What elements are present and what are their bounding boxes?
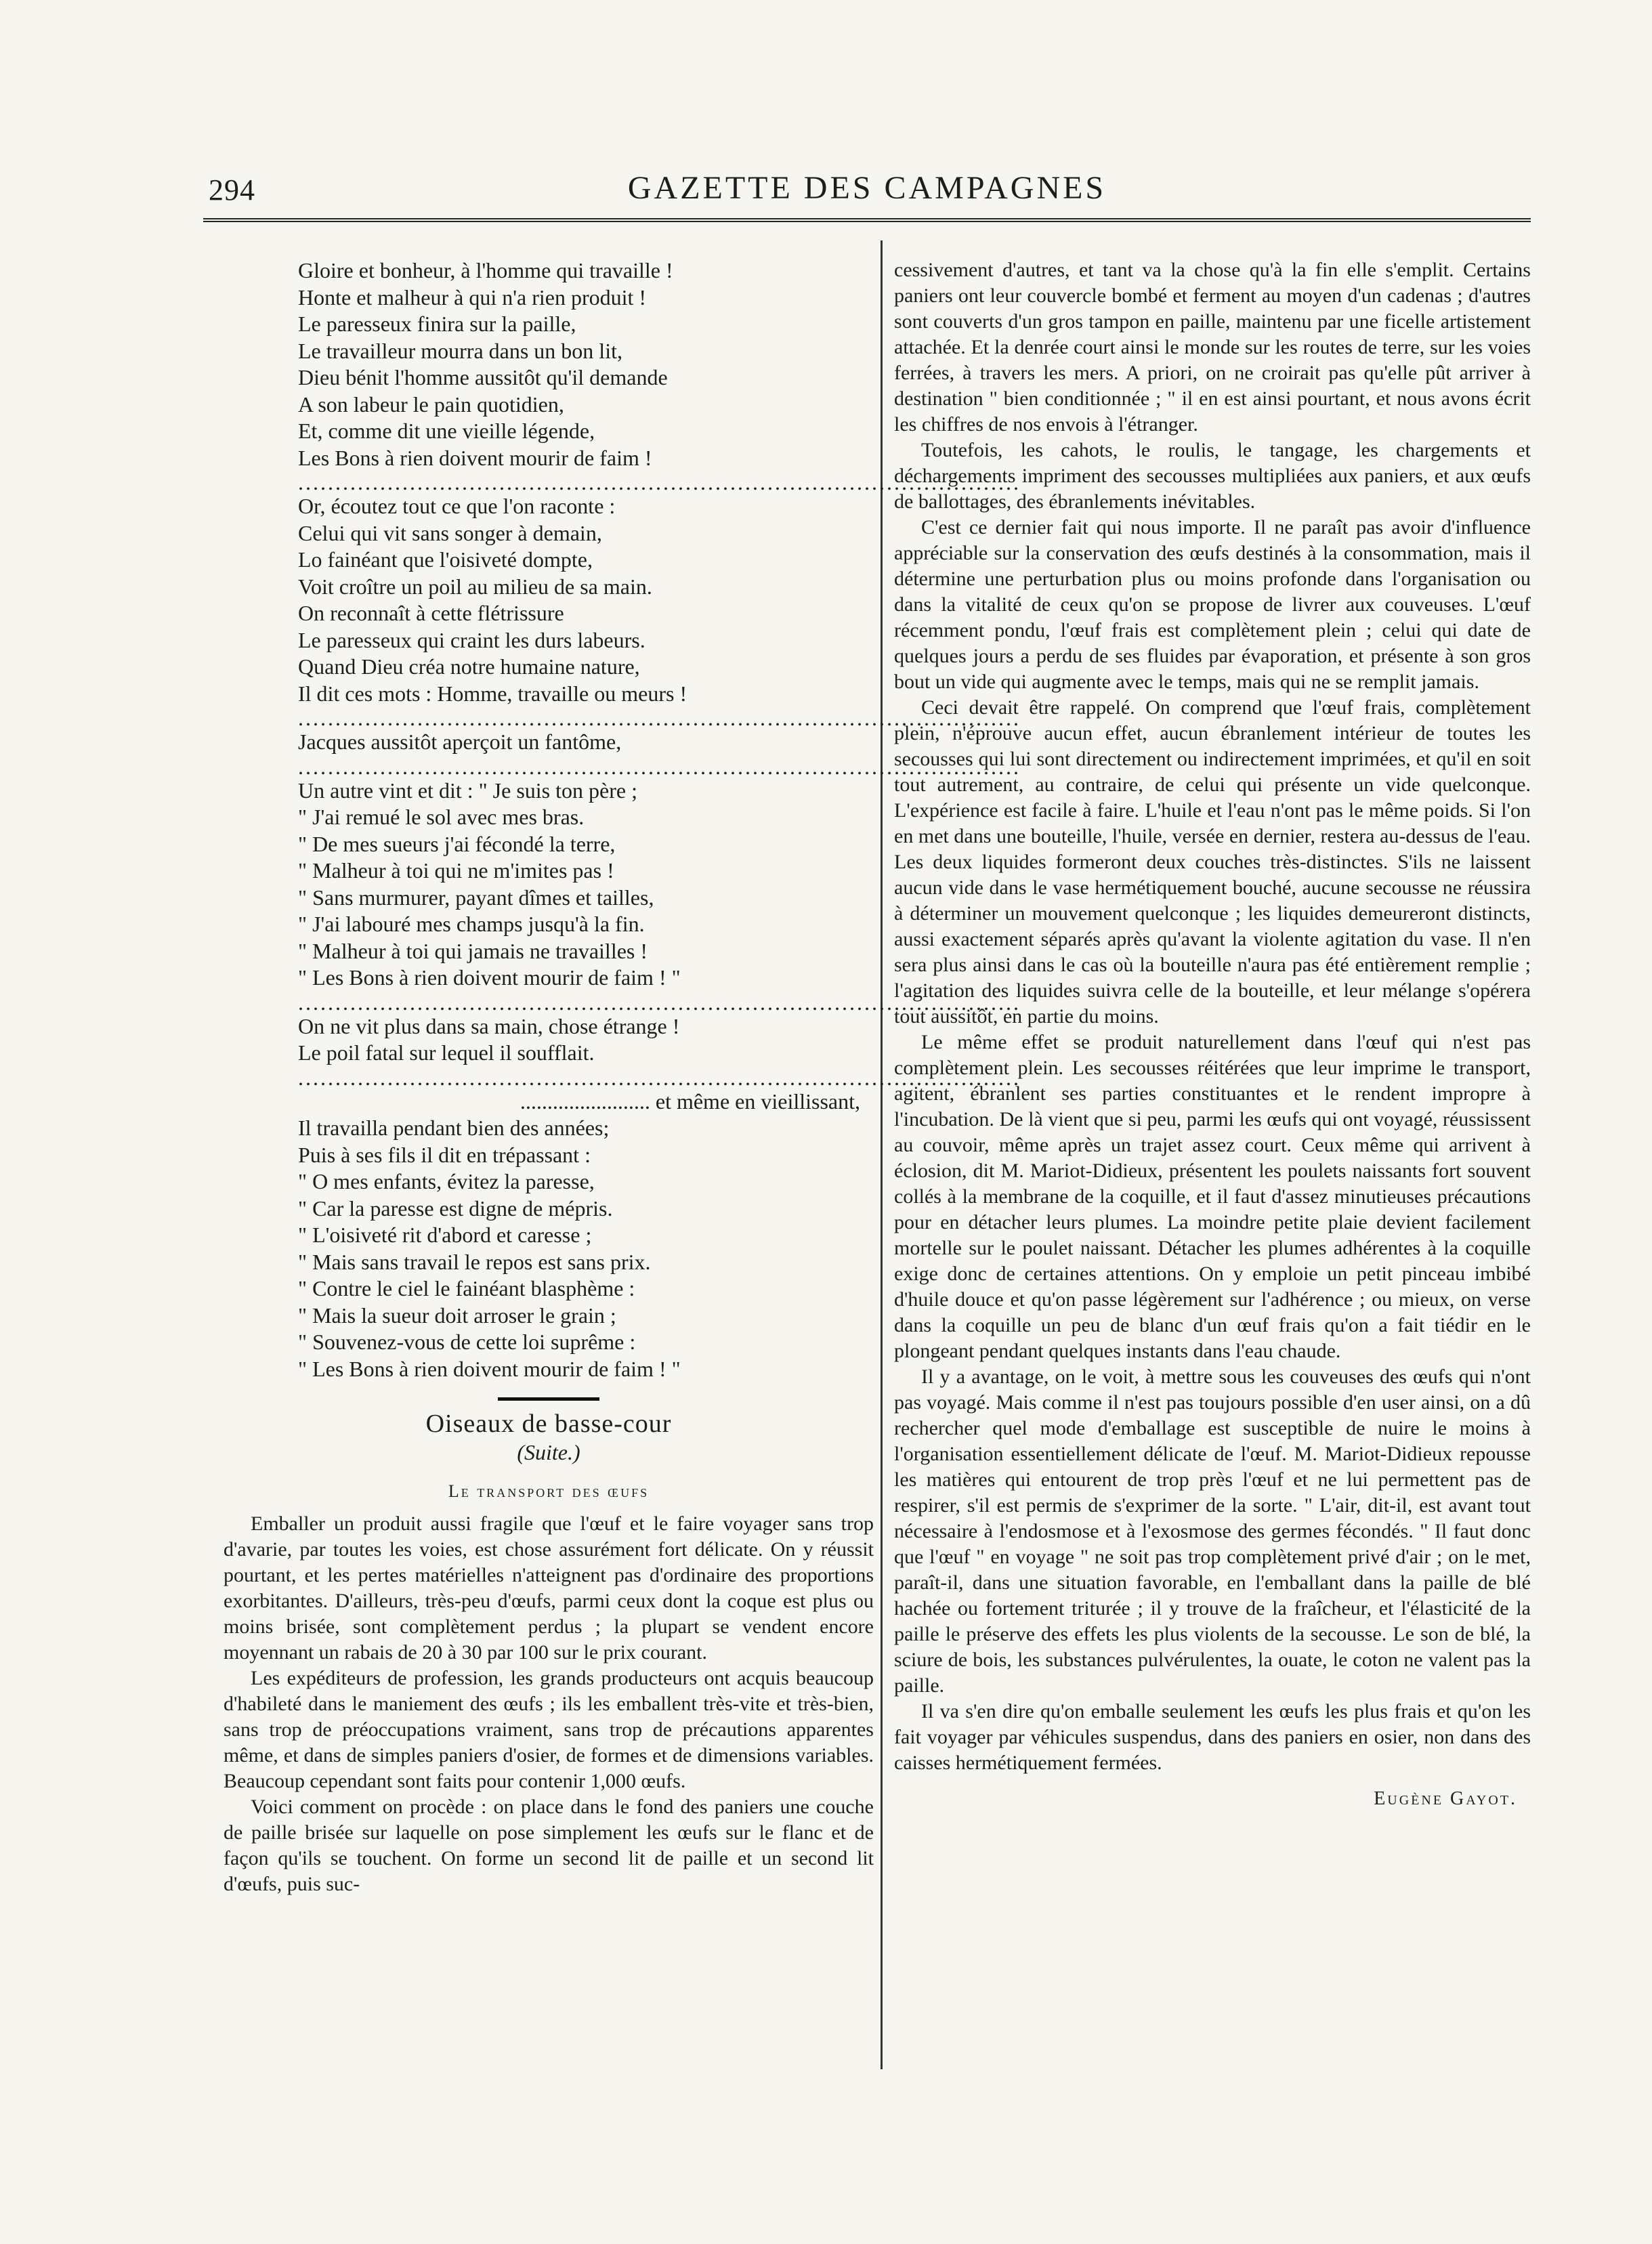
article-paragraph: Il y a avantage, on le voit, à mettre sous les couveuses des œufs qui n'ont pas voyagé. Mais comme il n'est pas toujours possible d'en user ainsi, on a dû rechercher quel mode d'emballage est susceptible de nuire le moins à l'organisation essentiellement délicate de l'œuf. M. Mariot-Didieux repousse les matières qui entourent de trop près l'œuf et ne lui permettent pas de respirer, s'il est permis de s'exprimer de la sorte. " L'air, dit-il, est avant tout nécessaire à l'endosmose et à l'exosmose des germes fécondés. " Il faut donc que l'œuf " en voyage " ne soit pas trop complètement privé d'air ; on le met, paraît-il, dans une situation favorable, en l'emballant dans la paille de blé hachée ou fortement triturée ; il y trouve de la fraîcheur, et l'élasticité de la paille le préserve des effets les plus violents de la secousse. Le son de blé, la sciure de bois, les substances pulvérulentes, la ouate, le coton ne valent pas la paille. [894,1366,1531,1697]
poem-line: Il travailla pendant bien des années; [298,1116,610,1140]
poem-line: Et, comme dit une vieille légende, [298,419,595,443]
page-number: 294 [209,173,255,207]
article-paragraph: Voici comment on procède : on place dans le fond des paniers une couche de paille brisée sur laquelle on pose simplement les œufs sur le flanc et de façon qu'ils se touchent. On forme un second lit de paille et un second lit d'œufs, puis suc- [224,1796,874,1895]
poem-stanza-6 [224,1088,874,1383]
ellipsis-separator: ................................................................................................. [298,990,1021,1015]
poem-line: " De mes sueurs j'ai fécondé la terre, [298,831,616,856]
right-column [894,257,1531,2052]
poem-line: On reconnaît à cette flétrissure [298,601,564,625]
section-rule [498,1397,599,1401]
poem-line: On ne vit plus dans sa main, chose étrange ! [298,1013,680,1038]
poem-line: Le paresseux qui craint les durs labeurs. [298,627,645,652]
poem-line: Le travailleur mourra dans un bon lit, [298,338,622,363]
article-title: Oiseaux de basse-cour [425,1410,672,1438]
journal-title: GAZETTE DES CAMPAGNES [627,170,1107,206]
poem-line [224,1088,874,1116]
poem-line: " Mais la sueur doit arroser le grain ; [298,1303,616,1328]
poem-line: " J'ai labouré mes champs jusqu'à la fin. [298,912,645,936]
poem-line: Jacques aussitôt aperçoit un fantôme, [298,729,622,754]
ellipsis-separator: ................................................................................................. [298,470,1021,494]
poem-line: " Souvenez-vous de cette loi suprême : [298,1330,636,1354]
poem-line: Il dit ces mots : Homme, travaille ou meurs ! [298,681,687,706]
poem-stanza-5 [224,1013,874,1067]
header-rule [203,218,1531,222]
poem-line: " Les Bons à rien doivent mourir de faim ! " [298,1356,681,1381]
poem-line: Dieu bénit l'homme aussitôt qu'il demande [298,365,668,389]
poem-stanza-1 [224,257,874,471]
article-paragraph: Ceci devait être rappelé. On comprend que l'œuf frais, complètement plein, n'éprouve aucun effet, aucun ébranlement intérieur de toutes les secousses qui lui sont directement ou indirectement imprimées, et qu'il en soit tout autrement, au contraire, de celui qui présente un vide quelconque. L'expérience est facile à faire. L'huile et l'eau n'ont pas le même poids. Si l'on en met dans une bouteille, l'huile, versée en dernier, restera au-dessus de l'eau. Les deux liquides formeront deux couches très-distinctes. S'ils ne laissent aucun vide dans le vase hermétiquement bouché, aucune secousse ne réussira à déterminer un mouvement quelconque ; les liquides demeureront distincts, aussi exactement séparés après qu'avant la violente agitation du vase. Il n'en sera plus ainsi dans le cas où la bouteille n'aura pas été entièrement remplie ; l'agitation des liquides suivra celle de la bouteille, et leur mélange s'opérera tout aussitôt, en partie du moins. [894,696,1531,1028]
article-subtitle: (Suite.) [517,1440,580,1464]
column-divider [881,240,883,2069]
poem-line: " O mes enfants, évitez la paresse, [298,1169,595,1193]
poem-line: Les Bons à rien doivent mourir de faim ! [298,445,652,470]
poem-line: " Les Bons à rien doivent mourir de faim ! " [298,965,681,990]
poem-line: " Car la paresse est digne de mépris. [298,1195,613,1221]
poem-line: Le poil fatal sur lequel il soufflait. [298,1040,595,1065]
article-subheading: Le transport des œufs [448,1481,650,1501]
poem-line: Voit croître un poil au milieu de sa main. [298,574,652,599]
poem [224,257,1021,1382]
poem-line: Gloire et bonheur, à l'homme qui travaille ! [298,258,673,282]
article-paragraph: Emballer un produit aussi fragile que l'œuf et le faire voyager sans trop d'avarie, par toutes les voies, est chose assurément fort délicate. On y réussit pourtant, et les pertes matérielles n'atteignent pas d'ordinaire des proportions exorbitantes. D'ailleurs, très-peu d'œufs, parmi ceux dont la coque est plus ou moins brisée, sont complètement perdus ; la plupart se vendent encore moyennant un rabais de 20 à 30 par 100 sur le prix courant. [224,1512,874,1664]
author-signature: Eugène Gayot. [1374,1788,1517,1809]
poem-line: A son labeur le pain quotidien, [298,391,564,417]
poem-line: " L'oisiveté rit d'abord et caresse ; [298,1223,592,1247]
ellipsis-separator: ................................................................................................. [298,754,1021,779]
poem-stanza-3 [224,729,874,756]
article-paragraph: C'est ce dernier fait qui nous importe. Il ne paraît pas avoir d'influence appréciable sur la conservation des œufs destinés à la consommation, mais il détermine une perturbation plus ou moins profonde dans l'organisation ou dans la vitalité de ceux qu'on se propose de livrer aux couveuses. L'œuf récemment pondu, l'œuf frais est complètement plein ; celui qui date de quelques jours a perdu de ses fluides par évaporation, et présente à son gros bout un vide qui augmente avec le temps, mais qui ne se remplit jamais. [894,516,1531,693]
page-header [203,166,1531,213]
ellipsis: ........................ [520,1088,656,1114]
poem-stanza-2 [224,493,874,707]
ellipsis-separator: ................................................................................................. [298,706,1021,730]
poem-line: Lo fainéant que l'oisiveté dompte, [298,547,593,572]
poem-line: Le paresseux finira sur la paille, [298,312,576,336]
poem-line: " Malheur à toi qui jamais ne travailles ! [298,938,648,963]
poem-stanza-4 [224,778,874,992]
poem-line-text: et même en vieillissant, [655,1088,860,1114]
poem-line: " J'ai remué le sol avec mes bras. [298,805,585,829]
article-paragraph: Le même effet se produit naturellement dans l'œuf qui n'est pas complètement plein. Les secousses réitérées que leur imprime le transport, agitent, ébranlent ses parties constituantes et le rendent impropre à l'incubation. De là vient que si peu, parmi les œufs qui ont voyagé, réussissent au couvoir, même après un trajet assez court. Ceux même qui arrivent à éclosion, dit M. Mariot-Didieux, présentent les poulets naissants fort souvent collés à la membrane de la coquille, et il faut d'assez minutieuses précautions pour en détacher leurs plumes. La moindre petite plaie devient facilement mortelle sur le poulet naissant. Détacher les plumes adhérentes à la coquille exige donc de certaines attentions. On y emploie un petit pinceau imbibé d'huile douce et qu'on passe légèrement sur l'adhérence ; ou mieux, on verse dans la coquille un peu de blanc d'un œuf frais qu'on a fait tiédir en le plongeant pendant quelques instants dans l'eau chaude. [894,1031,1531,1362]
poem-line: Puis à ses fils il dit en trépassant : [298,1142,591,1167]
article-paragraph: cessivement d'autres, et tant va la chose qu'à la fin elle s'emplit. Certains paniers ont leur couvercle bombé et ferment au moyen d'un cadenas ; d'autres sont couverts d'un gros tampon en paille, maintenu par une ficelle artistement attachée. Et la denrée court ainsi le monde sur les routes de terre, sur les voies ferrées, à travers les mers. A priori, on ne croirait pas qu'elle pût arriver à destination " bien conditionnée ; " il en est ainsi pourtant, et nous avons écrit les chiffres de nos envois à l'étranger. [894,259,1531,436]
poem-line: Celui qui vit sans songer à demain, [298,520,602,545]
ellipsis-separator: ................................................................................................. [298,1065,1021,1090]
poem-line: Honte et malheur à qui n'a rien produit ! [298,284,647,310]
poem-line: Or, écoutez tout ce que l'on raconte : [298,494,616,518]
poem-line: " Contre le ciel le fainéant blasphème : [298,1276,635,1300]
poem-line: " Sans murmurer, payant dîmes et tailles, [298,885,654,910]
poem-line: Quand Dieu créa notre humaine nature, [298,654,640,679]
left-column [224,257,1021,2052]
article-paragraph: Les expéditeurs de profession, les grands producteurs ont acquis beaucoup d'habileté dans le maniement des œufs ; ils les emballent très-vite et très-bien, sans trop de préoccupations vraiment, sans trop de précautions apparentes même, et dans de simples paniers d'osier, de formes et de dimensions variables. Beaucoup cependant sont faits pour contenir 1,000 œufs. [224,1667,874,1792]
article-paragraph: Toutefois, les cahots, le roulis, le tangage, les chargements et déchargements impriment des secousses multipliées aux paniers, et aux œufs de ballottages, des ébranlements inévitables. [894,439,1531,513]
poem-line: " Malheur à toi qui ne m'imites pas ! [298,858,614,883]
poem-line: Un autre vint et dit : " Je suis ton père ; [298,778,637,803]
article-paragraph: Il va s'en dire qu'on emballe seulement les œufs les plus frais et qu'on les fait voyager par véhicules suspendus, dans des paniers en osier, non dans des caisses hermétiquement fermées. [894,1700,1531,1774]
poem-line: " Mais sans travail le repos est sans prix. [298,1249,651,1274]
